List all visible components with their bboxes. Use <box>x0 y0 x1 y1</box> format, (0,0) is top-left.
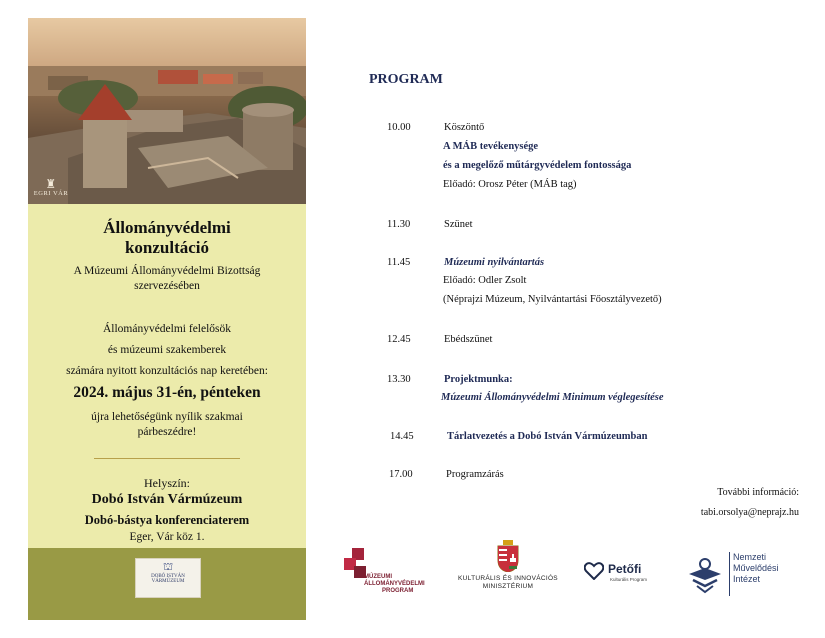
event-title: Állományvédelmi konzultáció <box>103 218 231 257</box>
item-speaker-2: Előadó: Odler Zsolt <box>443 275 527 286</box>
audience-line-2: és múzeumi szakemberek <box>107 344 227 356</box>
castle-photo <box>28 18 306 204</box>
item-closing: Programzárás <box>446 469 504 480</box>
info-label: További információ: <box>717 487 799 498</box>
dobo-museum-logo: ⛫ DOBÓ ISTVÁN VÁRMÚZEUM <box>135 558 201 598</box>
item-project-work: Projektmunka: <box>444 374 513 385</box>
venue-name: Dobó István Vármúzeum <box>91 492 243 507</box>
item-registry: Múzeumi nyilvántartás <box>444 257 545 268</box>
organizer-text: A Múzeumi Állományvédelmi Bizottság szervezésében <box>73 265 261 292</box>
venue-address: Eger, Vár köz 1. <box>129 531 205 543</box>
item-lunch: Ebédszünet <box>444 334 493 345</box>
item-break: Szünet <box>444 219 473 230</box>
audience-line-1: Állományvédelmi felelősök <box>102 323 232 335</box>
audience-line-3: számára nyitott konzultációs nap keretében: <box>66 365 268 377</box>
petofi-logo: Petőfi Kulturális Program <box>584 560 658 586</box>
heart-icon <box>584 562 604 580</box>
item-speaker-2-affiliation: (Néprajzi Múzeum, Nyilvántartási Főosztályvezető) <box>443 294 662 305</box>
ministry-logo: KULTURÁLIS ÉS INNOVÁCIÓS MINISZTÉRIUM <box>458 540 558 598</box>
item-mab-importance: és a megelőző műtárgyvédelem fontossága <box>443 160 632 171</box>
event-flyer-panel <box>28 18 306 620</box>
time-1245: 12.45 <box>387 334 411 345</box>
nmi-divider <box>729 552 730 596</box>
item-mab-activity: A MÁB tevékenysége <box>443 141 539 152</box>
time-1700: 17.00 <box>389 469 413 480</box>
museum-emblem-icon: ⛫ <box>162 561 174 573</box>
item-minimum-finalize: Múzeumi Állományvédelmi Minimum véglegesítése <box>441 392 664 403</box>
item-welcome: Köszöntő <box>444 122 485 133</box>
event-note: újra lehetőségünk nyílik szakmai párbeszédre! <box>91 411 243 438</box>
egervar-logo: ♜ EGRI VÁR <box>33 177 69 197</box>
time-1000: 10.00 <box>387 122 411 133</box>
item-guided-tour: Tárlatvezetés a Dobó István Vármúzeumban <box>447 431 648 442</box>
mab-logo: MÚZEUMI ÁLLOMÁNYVÉDELMI PROGRAM <box>338 548 430 600</box>
nmi-logo: Nemzeti Művelődési Intézet <box>685 550 795 600</box>
hungarian-coat-of-arms-icon <box>496 540 520 572</box>
event-date: 2024. május 31-én, pénteken <box>73 384 261 401</box>
venue-room: Dobó-bástya konferenciaterem <box>84 513 250 527</box>
venue-label: Helyszín: <box>144 476 190 490</box>
info-email[interactable]: tabi.orsolya@neprajz.hu <box>700 507 799 518</box>
divider <box>94 458 240 459</box>
time-1445: 14.45 <box>390 431 414 442</box>
castle-icon: ♜ <box>45 177 57 191</box>
footer-band <box>28 548 306 620</box>
program-title: PROGRAM <box>369 72 443 87</box>
time-1130: 11.30 <box>387 219 411 230</box>
nmi-emblem-icon <box>685 554 725 594</box>
time-1145: 11.45 <box>387 257 411 268</box>
time-1330: 13.30 <box>387 374 411 385</box>
item-speaker-1: Előadó: Orosz Péter (MÁB tag) <box>443 179 577 190</box>
